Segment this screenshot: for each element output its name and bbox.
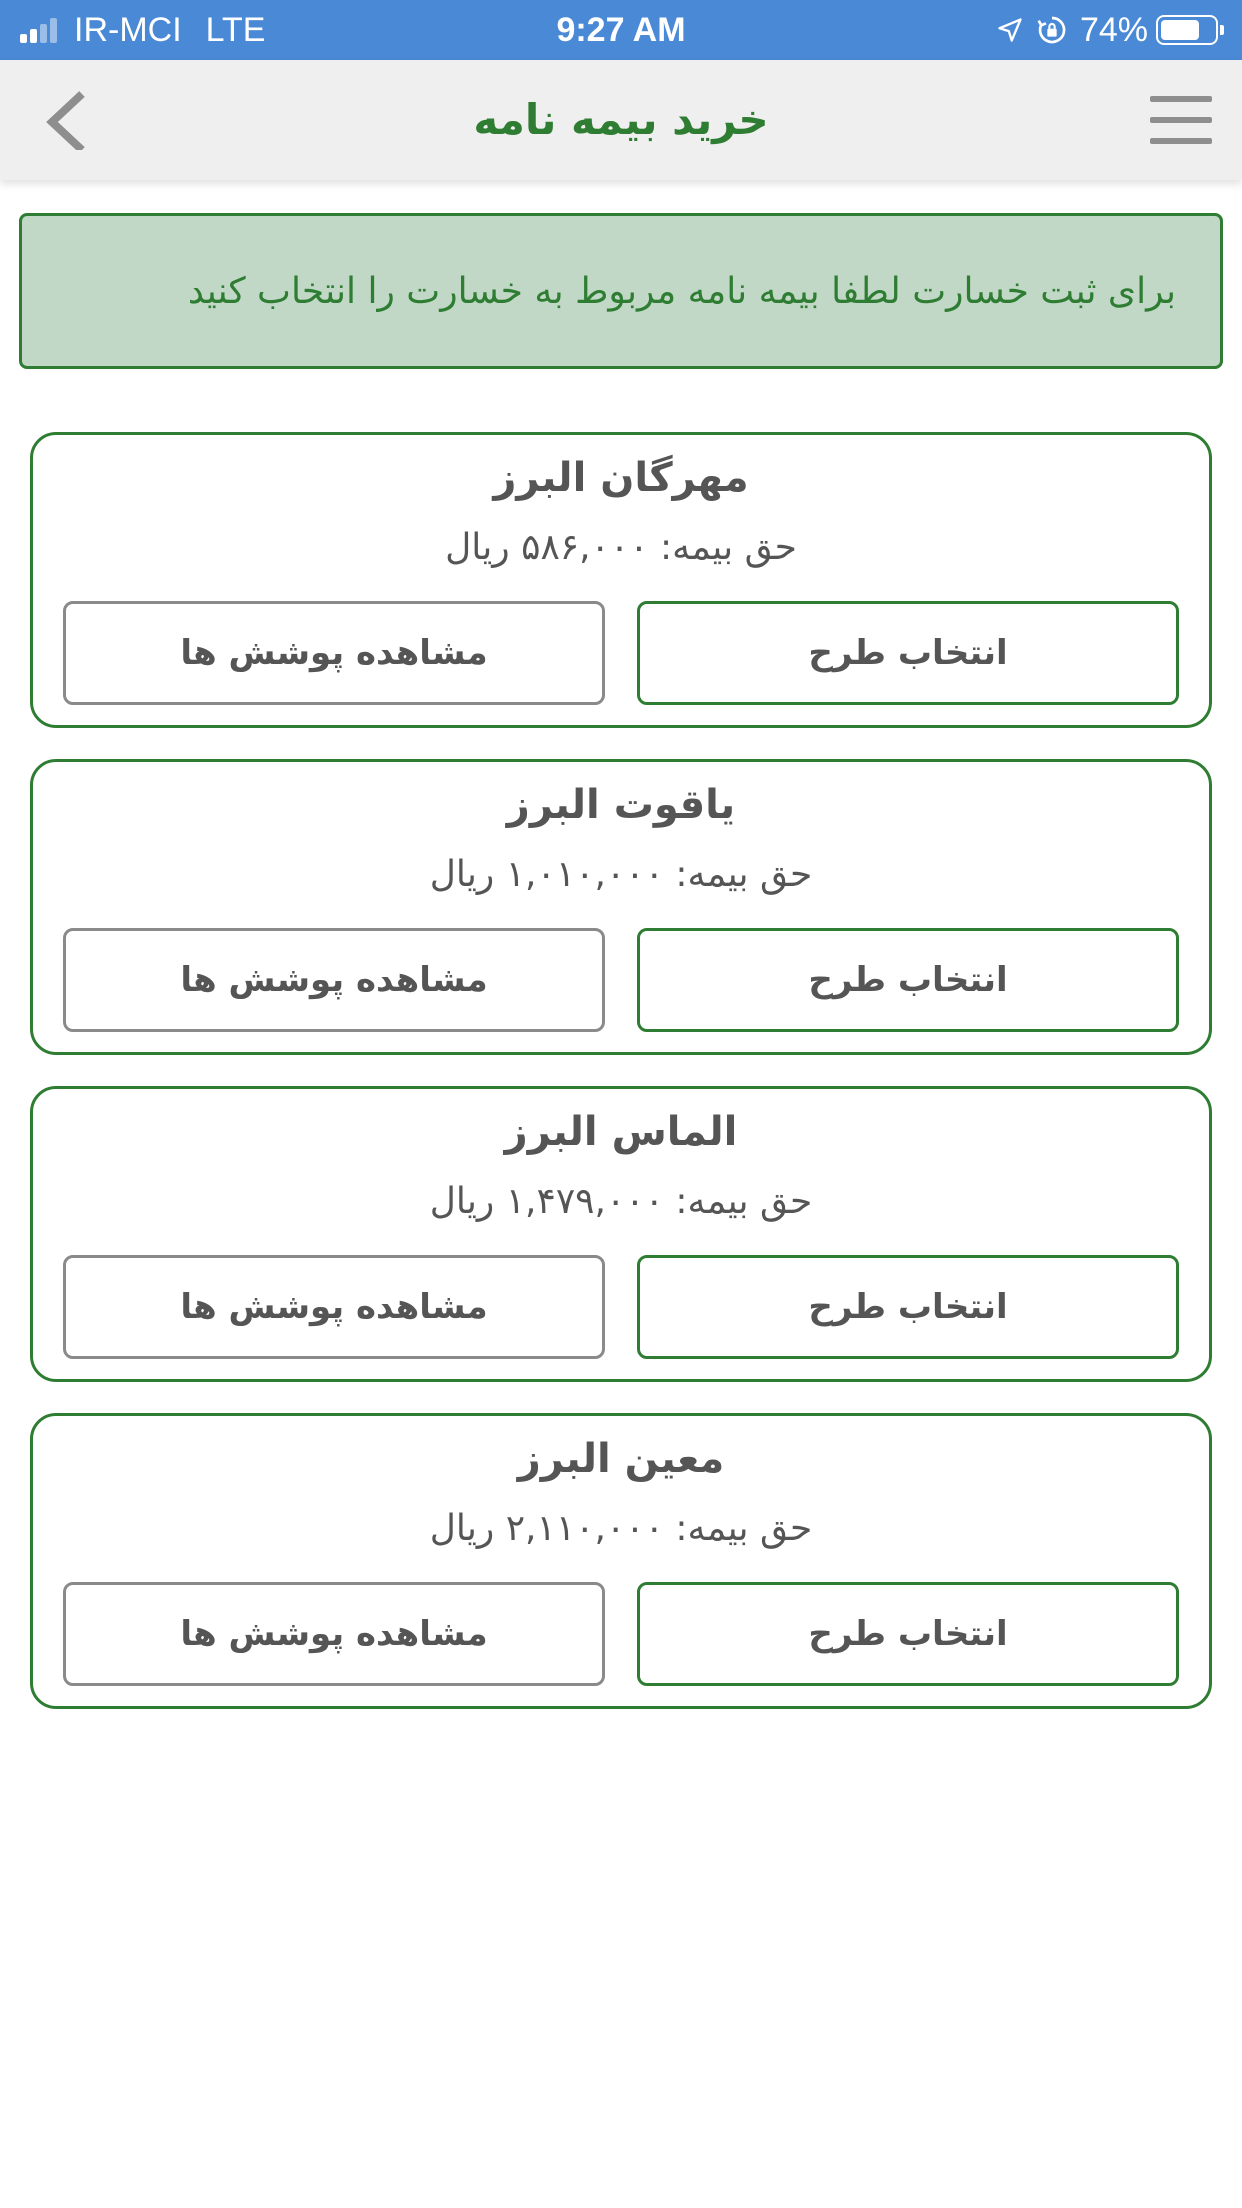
battery-icon: [1156, 15, 1218, 45]
status-bar: [0, 0, 1242, 60]
status-right: [996, 0, 1224, 60]
plan-price: حق بیمه: ۱,۰۱۰,۰۰۰ ریال: [429, 854, 813, 895]
plan-name: الماس البرز: [504, 1109, 738, 1155]
plan-name: معین البرز: [517, 1436, 725, 1482]
back-button[interactable]: [40, 90, 100, 150]
plan-price: حق بیمه: ۲,۱۱۰,۰۰۰ ریال: [429, 1508, 813, 1549]
battery-cap: [1220, 25, 1224, 35]
select-plan-button[interactable]: انتخاب طرح: [637, 1582, 1179, 1686]
view-coverage-button[interactable]: مشاهده پوشش ها: [63, 601, 605, 705]
view-coverage-button[interactable]: مشاهده پوشش ها: [63, 1582, 605, 1686]
carrier-name: IR-MCI: [74, 10, 182, 49]
plan-card: [30, 1086, 1212, 1382]
plan-price: حق بیمه: ۱,۴۷۹,۰۰۰ ریال: [429, 1181, 813, 1222]
select-plan-button[interactable]: انتخاب طرح: [637, 1255, 1179, 1359]
hamburger-menu-icon: [1150, 96, 1212, 144]
plan-price: حق بیمه: ۵۸۶,۰۰۰ ریال: [445, 527, 797, 568]
plan-card: [30, 432, 1212, 728]
battery-fill: [1161, 20, 1199, 40]
select-plan-button[interactable]: انتخاب طرح: [637, 928, 1179, 1032]
view-coverage-button[interactable]: مشاهده پوشش ها: [63, 1255, 605, 1359]
status-time: 9:27 AM: [556, 11, 686, 49]
plan-card: [30, 759, 1212, 1055]
info-alert: [19, 213, 1223, 369]
plan-card: [30, 1413, 1212, 1709]
alert-text: برای ثبت خسارت لطفا بیمه نامه مربوط به خسارت را انتخاب کنید: [187, 270, 1176, 312]
chevron-left-icon: [40, 90, 100, 150]
select-plan-button[interactable]: انتخاب طرح: [637, 601, 1179, 705]
page-title: خرید بیمه نامه: [473, 95, 769, 144]
view-coverage-button[interactable]: مشاهده پوشش ها: [63, 928, 605, 1032]
plan-name: مهرگان البرز: [493, 455, 749, 501]
nav-bar: [0, 60, 1242, 180]
plan-name: یاقوت البرز: [506, 782, 736, 828]
location-arrow-icon: [996, 16, 1024, 44]
rotation-lock-icon: [1036, 14, 1068, 46]
plan-list: [30, 432, 1212, 1740]
battery-percent: 74%: [1079, 10, 1148, 49]
network-type: LTE: [205, 10, 266, 49]
menu-button[interactable]: [1150, 96, 1212, 144]
